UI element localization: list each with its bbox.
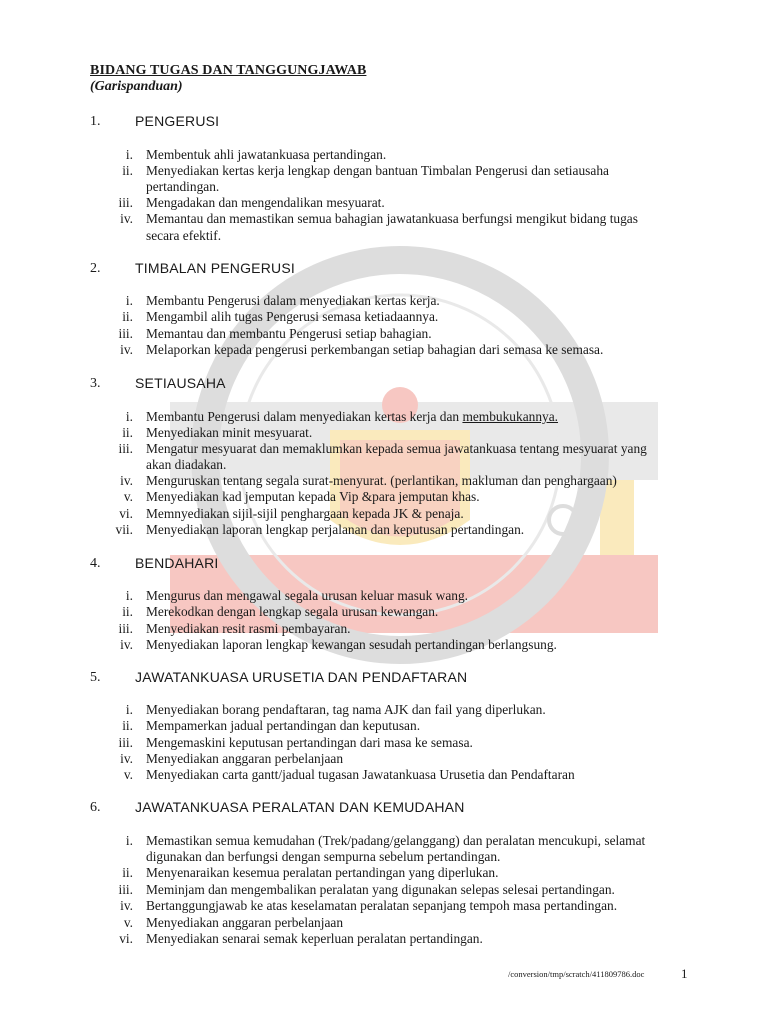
item-text: Mengambil alih tugas Pengerusi semasa ketiadaannya. [146,309,439,324]
item-text-underlined: membukukannya. [462,409,559,424]
item-number: ii. [122,718,133,733]
item-text: Menyediakan anggaran perbelanjaan [146,751,344,766]
item-text: Memantau dan membantu Pengerusi setiap bahagian. [146,326,432,341]
item-text: pertandingan. [146,179,220,194]
item-text: Menguruskan tentang segala surat-menyurat. (perlantikan, makluman dan penghargaan) [146,473,617,488]
item-text [146,409,671,425]
section-number: 5. [90,670,101,685]
item-number: iv. [120,637,133,652]
section-number: 3. [90,376,101,391]
section-title: JAWATANKUASA URUSETIA DAN PENDAFTARAN [135,669,468,685]
item-text: Membantu Pengerusi dalam menyediakan kertas kerja. [146,293,440,308]
item-text: Meminjam dan mengembalikan peralatan yang digunakan selepas selesai pertandingan. [146,882,615,897]
item-text: secara efektif. [146,228,222,243]
item-text: Menyediakan laporan lengkap kewangan sesudah pertandingan berlangsung. [146,637,557,652]
item-text: Memnyediakan sijil-sijil penghargaan kepada JK & penaja. [146,506,464,521]
item-text: Menyediakan kad jemputan kepada Vip &para jemputan khas. [146,489,480,504]
page-number: 1 [681,966,688,981]
item-text: Menyediakan anggaran perbelanjaan [146,915,344,930]
item-text: Mengadakan dan mengendalikan mesyuarat. [146,195,385,210]
item-text: Merekodkan dengan lengkap segala urusan kewangan. [146,604,439,619]
item-number: v. [123,489,133,504]
item-text: Memantau dan memastikan semua bahagian jawatankuasa berfungsi mengikut bidang tugas [146,211,638,226]
item-number: iv. [120,211,133,226]
item-number: iii. [118,441,133,456]
item-number: iii. [118,882,133,897]
item-number: i. [125,293,133,308]
item-number: vi. [119,506,133,521]
item-number: ii. [122,604,133,619]
item-number: v. [123,915,133,930]
item-text: Mengemaskini keputusan pertandingan dari masa ke semasa. [146,735,473,750]
section-number: 2. [90,261,101,276]
item-number: iii. [118,735,133,750]
item-text: digunakan dan berfungsi dengan sempurna sebelum pertandingan. [146,849,501,864]
item-number: i. [125,588,133,603]
item-number: ii. [122,865,133,880]
item-number: i. [125,147,133,162]
item-number: ii. [122,163,133,178]
item-text: Mengurus dan mengawal segala urusan keluar masuk wang. [146,588,469,603]
item-number: ii. [122,309,133,324]
item-text: Bertanggungjawab ke atas keselamatan peralatan sepanjang tempoh masa pertandingan. [146,898,618,913]
section-title: TIMBALAN PENGERUSI [135,260,295,276]
item-text: Mempamerkan jadual pertandingan dan keputusan. [146,718,421,733]
item-number: iv. [120,473,133,488]
item-number: ii. [122,425,133,440]
item-text: Memastikan semua kemudahan (Trek/padang/gelanggang) dan peralatan mencukupi, selamat [146,833,646,848]
item-text: Menyediakan senarai semak keperluan peralatan pertandingan. [146,931,483,946]
item-text: Menyediakan carta gantt/jadual tugasan Jawatankuasa Urusetia dan Pendaftaran [146,767,575,782]
section-title: SETIAUSAHA [135,375,226,391]
item-number: iii. [118,195,133,210]
section-number: 1. [90,114,101,129]
item-number: v. [123,767,133,782]
item-text: Menyenaraikan kesemua peralatan pertandingan yang diperlukan. [146,865,499,880]
item-text: Menyediakan laporan lengkap perjalanan dan keputusan pertandingan. [146,522,525,537]
item-text: akan diadakan. [146,457,227,472]
item-text: Melaporkan kepada pengerusi perkembangan setiap bahagian dari semasa ke semasa. [146,342,604,357]
item-number: iii. [118,326,133,341]
item-text-main: Membantu Pengerusi dalam menyediakan kertas kerja dan [146,409,463,424]
item-number: iv. [120,898,133,913]
item-number: vi. [119,931,133,946]
item-text: Mengatur mesyuarat dan memaklumkan kepada semua jawatankuasa tentang mesyuarat yang [146,441,647,456]
item-number: iv. [120,751,133,766]
section-number: 6. [90,800,101,815]
section-title: BENDAHARI [135,555,219,571]
section-title: PENGERUSI [135,113,220,129]
item-number: iv. [120,342,133,357]
document-subtitle: (Garispanduan) [90,79,183,94]
item-number: iii. [118,621,133,636]
item-text: Menyediakan borang pendaftaran, tag nama AJK dan fail yang diperlukan. [146,702,546,717]
item-number: vii. [115,522,133,537]
item-number: i. [125,833,133,848]
document-title: BIDANG TUGAS DAN TANGGUNGJAWAB [90,63,367,78]
item-text: Menyediakan kertas kerja lengkap dengan bantuan Timbalan Pengerusi dan setiausaha [146,163,609,178]
item-text: Menyediakan minit mesyuarat. [146,425,313,440]
section-number: 4. [90,556,101,571]
item-number: i. [125,702,133,717]
footer-file-path: /conversion/tmp/scratch/411809786.doc [508,969,645,979]
section-title: JAWATANKUASA PERALATAN DAN KEMUDAHAN [135,799,465,815]
item-text: Membentuk ahli jawatankuasa pertandingan. [146,147,387,162]
item-number: i. [125,409,133,424]
item-text: Menyediakan resit rasmi pembayaran. [146,621,351,636]
